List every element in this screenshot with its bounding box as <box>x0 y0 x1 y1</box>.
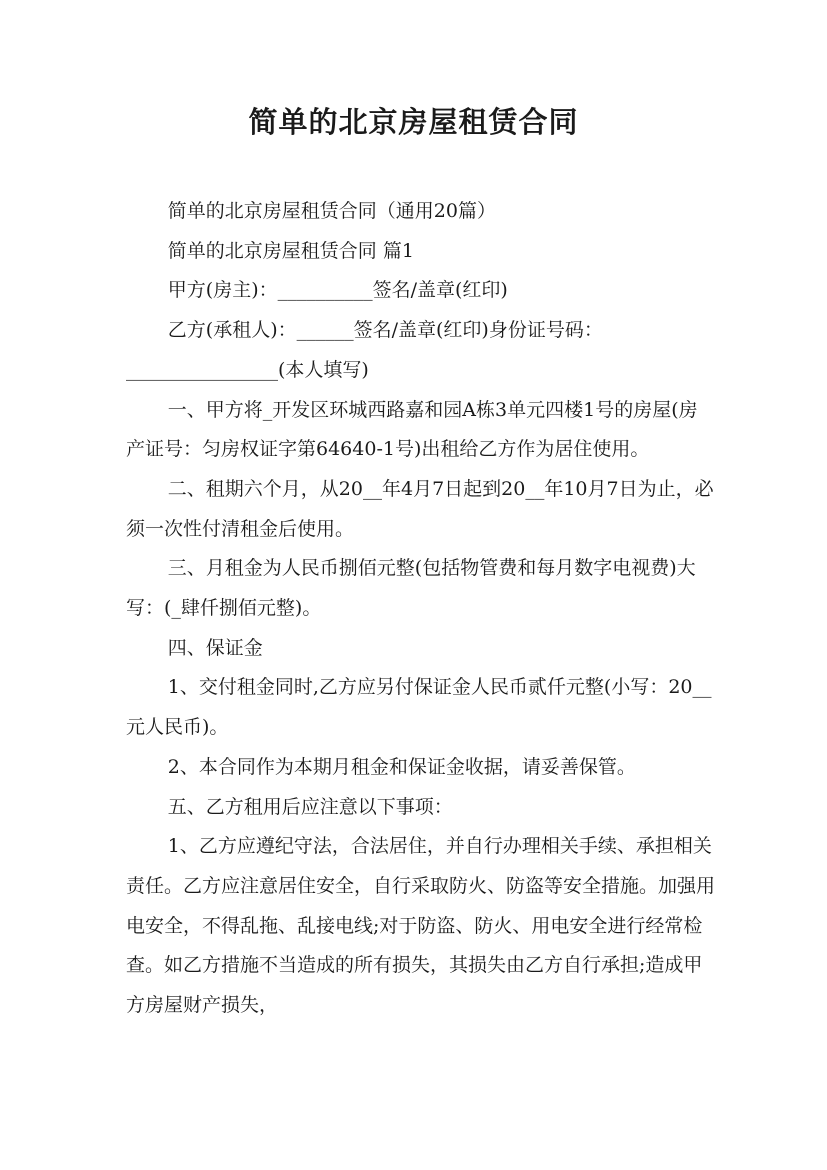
paragraph-clause-5-item-1: 1、乙方应遵纪守法，合法居住，并自行办理相关手续、承担相关责任。乙方应注意居住安全，自行采取防火、防盗等安全措施。加强用电安全，不得乱拖、乱接电线;对于防盗、防火、用电安全进行经常检查。如乙方措施不当造成的所有损失，其损失由乙方自行承担;造成甲方房屋财产损失， <box>126 835 716 1017</box>
paragraph-subtitle: 简单的北京房屋租赁合同（通用20篇） <box>167 200 496 222</box>
paragraph-clause-4-item-2: 2、本合同作为本期月租金和保证金收据，请妥善保管。 <box>167 755 636 778</box>
paragraph-section-heading: 简单的北京房屋租赁合同 篇1 <box>167 239 414 262</box>
paragraph-id-number-blank: ________________(本人填写) <box>126 358 369 381</box>
paragraph-clause-4-heading: 四、保证金 <box>167 636 263 659</box>
paragraph-party-a: 甲方(房主)：__________签名/盖章(红印) <box>167 279 508 302</box>
paragraph-clause-4-item-1: 1、交付租金同时,乙方应另付保证金人民币贰仟元整(小写：20__元人民币)。 <box>126 676 712 739</box>
document-body <box>126 192 716 1026</box>
document-title: 简单的北京房屋租赁合同 <box>248 105 579 139</box>
paragraph-clause-1: 一、甲方将_开发区环城西路嘉和园A栋3单元四楼1号的房屋(房产证号：匀房权证字第64640-1号)出租给乙方作为居住使用。 <box>126 398 698 461</box>
paragraph-clause-2: 二、租期六个月，从20__年4月7日起到20__年10月7日为止，必须一次性付清租金后使用。 <box>126 477 714 540</box>
paragraph-party-b: 乙方(承租人)：______签名/盖章(红印)身份证号码： <box>167 319 603 342</box>
paragraph-clause-5-heading: 五、乙方租用后应注意以下事项： <box>167 795 453 818</box>
paragraph-clause-3: 三、月租金为人民币捌佰元整(包括物管费和每月数字电视费)大写：(_肆仟捌佰元整)。 <box>126 557 696 620</box>
